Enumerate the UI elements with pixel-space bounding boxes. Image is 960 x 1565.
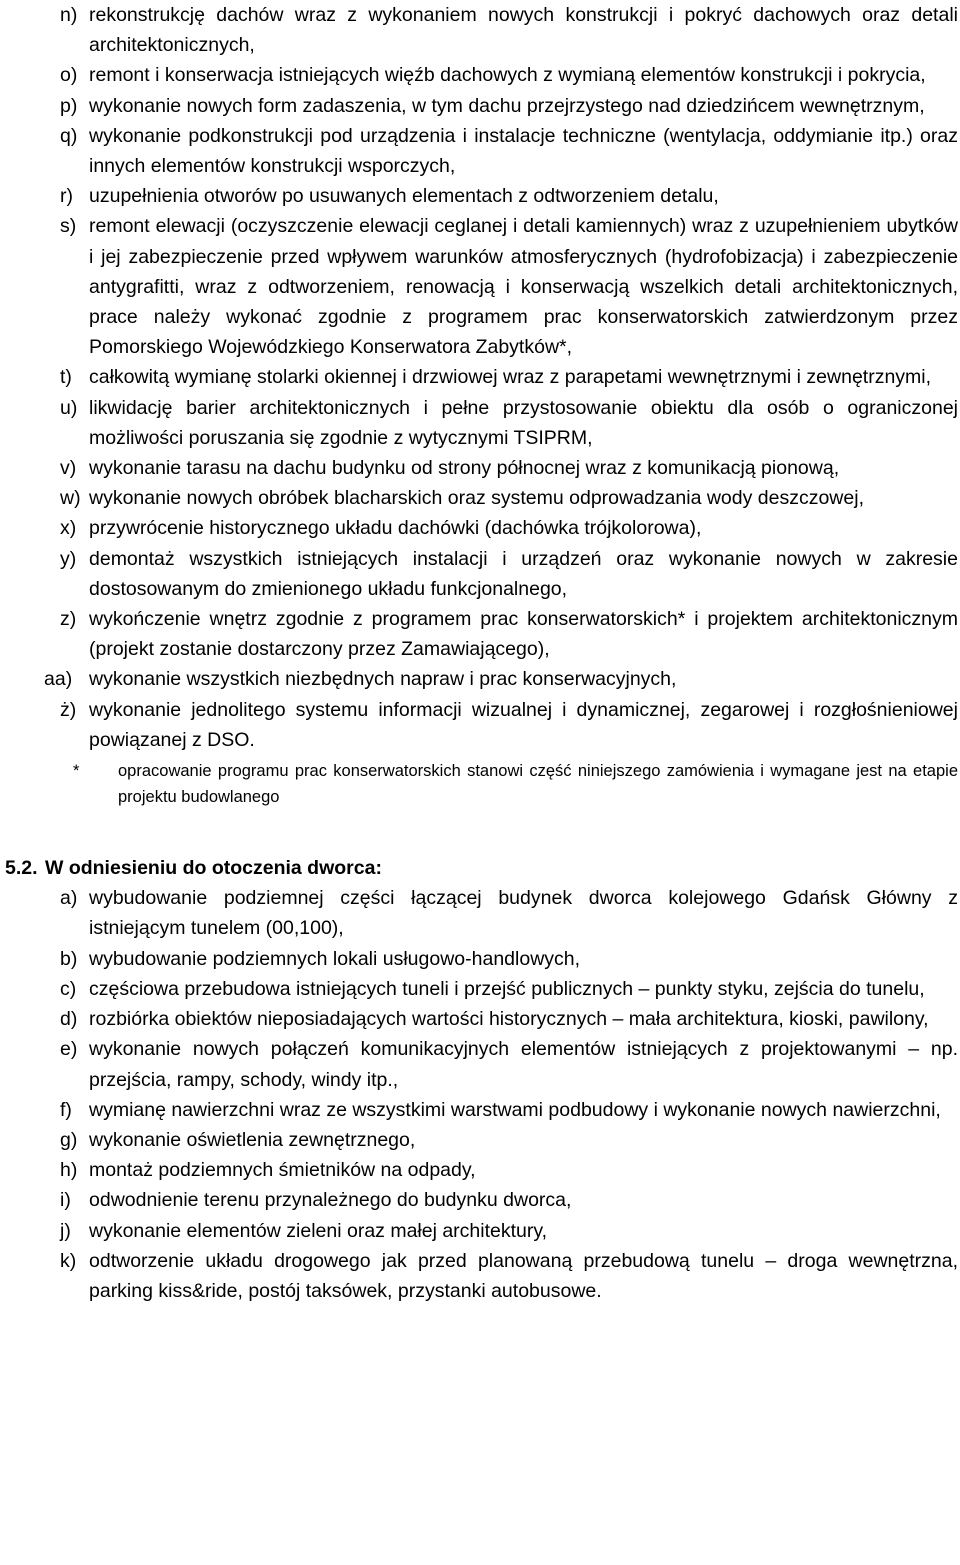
list-item — [0, 1216, 958, 1246]
list-item-text: wykonanie elementów zieleni oraz małej architektury, — [89, 1219, 548, 1242]
list-marker: e) — [60, 1038, 78, 1061]
footnote — [0, 758, 958, 810]
list-item — [0, 1246, 958, 1306]
list-marker: d) — [60, 1008, 78, 1031]
list-item-text: całkowitą wymianę stolarki okiennej i drzwiowej wraz z parapetami wewnętrznymi i zewnętrznymi, — [89, 366, 932, 389]
list-marker: j) — [60, 1219, 71, 1242]
list-item — [0, 513, 958, 543]
section-number: 5.2. — [5, 857, 38, 880]
list-marker: x) — [60, 517, 77, 540]
list-item — [0, 181, 958, 211]
list-item-text: likwidację barier architektonicznych i pełne przystosowanie obiektu dla osób o ograniczonej możliwości poruszania się zgodnie z wytycznymi TSIPRM, — [89, 396, 958, 449]
list-item — [0, 883, 958, 943]
list-item-text: wykonanie jednolitego systemu informacji wizualnej i dynamicznej, zegarowej i rozgłośnieniowej powiązanej z DSO. — [89, 698, 958, 751]
list-item-text: montaż podziemnych śmietników na odpady, — [89, 1159, 476, 1182]
list-item-text: wykonanie podkonstrukcji pod urządzenia i instalacje techniczne (wentylacja, oddymianie itp.) oraz innych elementów konstrukcji wsporczych, — [89, 124, 958, 178]
list-marker: g) — [60, 1128, 78, 1151]
list-item-text: odtworzenie układu drogowego jak przed planowaną przebudową tunelu – droga wewnętrzna, parking kiss&ride, postój taksówek, przystanki autobusowe. — [89, 1249, 958, 1302]
list-item — [0, 1125, 958, 1155]
list-marker: o) — [60, 64, 78, 87]
list-item-text: wykonanie nowych połączeń komunikacyjnych elementów istniejących z projektowanymi – np. przejścia, rampy, schody, windy itp., — [89, 1038, 958, 1091]
list-marker: k) — [60, 1249, 77, 1272]
list-marker: a) — [60, 887, 78, 910]
list-item-text: przywrócenie historycznego układu dachówki (dachówka trójkolorowa), — [89, 517, 702, 540]
list-item — [0, 60, 958, 90]
list-item — [0, 362, 958, 392]
list-marker: t) — [60, 366, 72, 389]
list-item-text: odwodnienie terenu przynależnego do budynku dworca, — [89, 1189, 572, 1212]
list-item — [0, 91, 958, 121]
list-item — [0, 604, 958, 664]
list-item-text: wykonanie nowych obróbek blacharskich oraz systemu odprowadzania wody deszczowej, — [89, 487, 864, 510]
list-item — [0, 483, 958, 513]
list-item — [0, 393, 958, 453]
list-item — [0, 211, 958, 362]
list-marker: v) — [60, 457, 77, 480]
list-marker: n) — [60, 4, 78, 26]
list-item-text: wybudowanie podziemnych lokali usługowo-handlowych, — [89, 947, 581, 970]
list-marker: w) — [60, 487, 81, 510]
list-item-text: remont i konserwacja istniejących więźb dachowych z wymianą elementów konstrukcji i pokrycia, — [89, 64, 926, 87]
list-item-text: wybudowanie podziemnej części łączącej budynek dworca kolejowego Gdańsk Główny z istniejącym tunelem (00,100), — [89, 887, 958, 940]
scope-list-surroundings — [0, 883, 958, 1306]
list-item — [0, 544, 958, 604]
list-item-text: demontaż wszystkich istniejących instalacji i urządzeń oraz wykonanie nowych w zakresie dostosowanym do zmienionego układu funkcjonalnego, — [89, 547, 958, 600]
list-item-text: wykonanie wszystkich niezbędnych napraw i prac konserwacyjnych, — [89, 668, 677, 691]
list-item — [0, 974, 958, 1004]
list-item — [0, 1185, 958, 1215]
list-item — [0, 1004, 958, 1034]
list-marker: u) — [60, 396, 78, 419]
list-marker: q) — [60, 124, 78, 147]
list-marker: s) — [60, 215, 77, 238]
list-item-text: uzupełnienia otworów po usuwanych elementach z odtworzeniem detalu, — [89, 185, 719, 208]
section-title: W odniesieniu do otoczenia dworca: — [45, 857, 382, 880]
list-item-text: częściowa przebudowa istniejących tuneli i przejść publicznych – punkty styku, zejścia do tunelu, — [89, 977, 925, 1000]
list-item — [0, 695, 958, 755]
list-marker: r) — [60, 185, 73, 208]
list-marker: b) — [60, 947, 78, 970]
list-item-text: wykończenie wnętrz zgodnie z programem prac konserwatorskich* i projektem architektonicznym (projekt zostanie dostarczony przez Zamawiającego), — [89, 608, 958, 661]
list-item — [0, 664, 958, 694]
list-marker: c) — [60, 977, 77, 1000]
list-item-text: wykonanie tarasu na dachu budynku od strony północnej wraz z komunikacją pionową, — [89, 457, 840, 480]
list-marker: f) — [60, 1098, 72, 1121]
list-item — [0, 1095, 958, 1125]
list-marker: z) — [60, 608, 77, 631]
list-item-text: remont elewacji (oczyszczenie elewacji ceglanej i detali kamiennych) wraz z uzupełnieniem ubytków i jej zabezpieczenie przed wpływem warunków atmosferycznych (hydrofobizacja) i zabezpieczenie antygrafitti, wraz z odtworzeniem, renowacją i konserwacją wszelkich detali architektonicznych, prace należy wykonać zgodnie z programem prac konserwatorskich zatwierdzonym przez Pomorskiego Wojewódzkiego Konserwatora Zabytków*, — [89, 215, 958, 359]
section-heading — [0, 853, 958, 883]
list-item — [0, 0, 958, 60]
list-item — [0, 1155, 958, 1185]
list-item-text: wykonanie nowych form zadaszenia, w tym dachu przejrzystego nad dziedzińcem wewnętrznym, — [89, 94, 925, 117]
list-item — [0, 453, 958, 483]
list-marker: i) — [60, 1189, 71, 1212]
list-marker: y) — [60, 547, 77, 570]
list-marker: h) — [60, 1159, 78, 1182]
list-item-text: rozbiórka obiektów nieposiadających wartości historycznych – mała architektura, kioski, pawilony, — [89, 1008, 929, 1031]
scope-list-building — [0, 0, 958, 755]
list-marker: ż) — [60, 698, 77, 721]
list-item — [0, 944, 958, 974]
list-marker: p) — [60, 94, 78, 117]
list-item — [0, 1034, 958, 1094]
list-item-text: wykonanie oświetlenia zewnętrznego, — [89, 1128, 416, 1151]
list-marker: aa) — [44, 668, 73, 691]
footnote-text: opracowanie programu prac konserwatorskich stanowi część niniejszego zamówienia i wymagane jest na etapie projektu budowlanego — [118, 762, 958, 807]
footnote-marker: * — [73, 762, 80, 781]
list-item — [0, 121, 958, 181]
list-item-text: wymianę nawierzchni wraz ze wszystkimi warstwami podbudowy i wykonanie nowych nawierzchni, — [89, 1098, 941, 1121]
list-item-text: rekonstrukcję dachów wraz z wykonaniem nowych konstrukcji i pokryć dachowych oraz detali architektonicznych, — [89, 4, 958, 57]
